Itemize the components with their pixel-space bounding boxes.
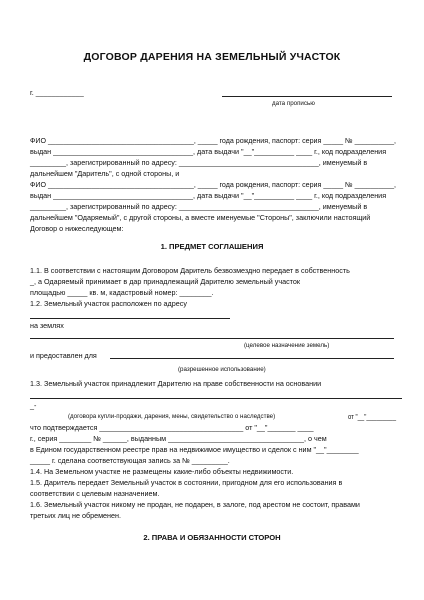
party2-line-4: дальнейшем "Одаряемый", с другой стороны, а вместе именуемые "Стороны", заключили настоящий	[30, 213, 371, 222]
party1-line-2: выдан ___________________________________, дата выдачи "__"__________ ____ г., код подразделения	[30, 147, 387, 156]
clause-1-5-line-2: соответствии с целевым назначением.	[30, 489, 160, 498]
clause-1-5-line-1: 1.5. Даритель передает Земельный участок в состоянии, пригодном для его использования в	[30, 478, 343, 487]
clause-1-2: 1.2. Земельный участок расположен по адресу	[30, 299, 187, 308]
party2-line-2: выдан ___________________________________, дата выдачи "__"__________ ____ г., код подразделения	[30, 191, 387, 200]
basis-caption: (договора купли-продажи, дарения, мены, свидетельство о наследстве)	[68, 413, 276, 420]
basis-date: от "__"_________	[348, 412, 397, 421]
date-caption: дата прописью	[272, 100, 315, 107]
party2-line-5: Договор о нижеследующем:	[30, 224, 124, 233]
clause-1-6-line-2: третьих лиц не обременен.	[30, 511, 121, 520]
confirmed-line-4: _____ г. сделана соответствующая запись за № _________.	[30, 456, 230, 465]
confirmed-line-2: г., серия ________ № ______, выданным __________________________________, о чем	[30, 434, 327, 443]
party1-line-1: ФИО _____________________________________, _____ года рождения, паспорт: серия _____ № __________,	[30, 136, 396, 145]
clause-1-6-line-1: 1.6. Земельный участок никому не продан, не подарен, в залоге, под арестом не состоит, правами	[30, 500, 360, 509]
purpose-caption: (целевое назначение земель)	[244, 342, 330, 349]
clause-1-3: 1.3. Земельный участок принадлежит Дарителю на праве собственности на основании	[30, 379, 322, 388]
on-lands-label: на землях	[30, 321, 64, 330]
confirmed-line-3: в Едином государственном реестре прав на недвижимое имущество и сделок с ним "__"________	[30, 445, 359, 454]
clause-1-1-line-1: 1.1. В соответствии с настоящим Договором Даритель безвозмездно передает в собственность	[30, 266, 350, 275]
address-line	[30, 318, 230, 319]
party2-line-1: ФИО _____________________________________, _____ года рождения, паспорт: серия _____ № __________,	[30, 180, 396, 189]
clause-1-4: 1.4. На Земельном участке не размещены какие-либо объекты недвижимости.	[30, 467, 294, 476]
section-2-heading: 2. ПРАВА И ОБЯЗАННОСТИ СТОРОН	[143, 533, 281, 542]
party1-line-4: дальнейшем "Даритель", с одной стороны, и	[30, 169, 180, 178]
party2-line-3: _________, зарегистрированный по адресу: ___________________________________, именуемый в	[30, 202, 368, 211]
date-line	[222, 96, 392, 97]
purpose-line	[30, 338, 394, 339]
provided-for-line	[110, 358, 394, 359]
section-1-heading: 1. ПРЕДМЕТ СОГЛАШЕНИЯ	[160, 242, 264, 251]
city-field: г. ____________	[30, 88, 84, 97]
clause-1-1-line-2: _, а Одаряемый принимает в дар принадлежащий Дарителю земельный участок	[30, 277, 301, 286]
basis-line	[30, 398, 402, 399]
clause-1-1-line-3: площадью _____ кв. м, кадастровый номер: ________.	[30, 288, 214, 297]
provided-for-label: и предоставлен для	[30, 351, 97, 360]
document-title: ДОГОВОР ДАРЕНИЯ НА ЗЕМЕЛЬНЫЙ УЧАСТОК	[83, 51, 341, 63]
confirmed-line-1: что подтверждается ____________________________________ от "__"_______ ____	[30, 423, 314, 432]
party1-line-3: _________, зарегистрированный по адресу: ___________________________________, именуемый в	[30, 158, 368, 167]
basis-dash: _-	[30, 401, 37, 410]
permitted-caption: (разрешенное использование)	[178, 366, 266, 373]
